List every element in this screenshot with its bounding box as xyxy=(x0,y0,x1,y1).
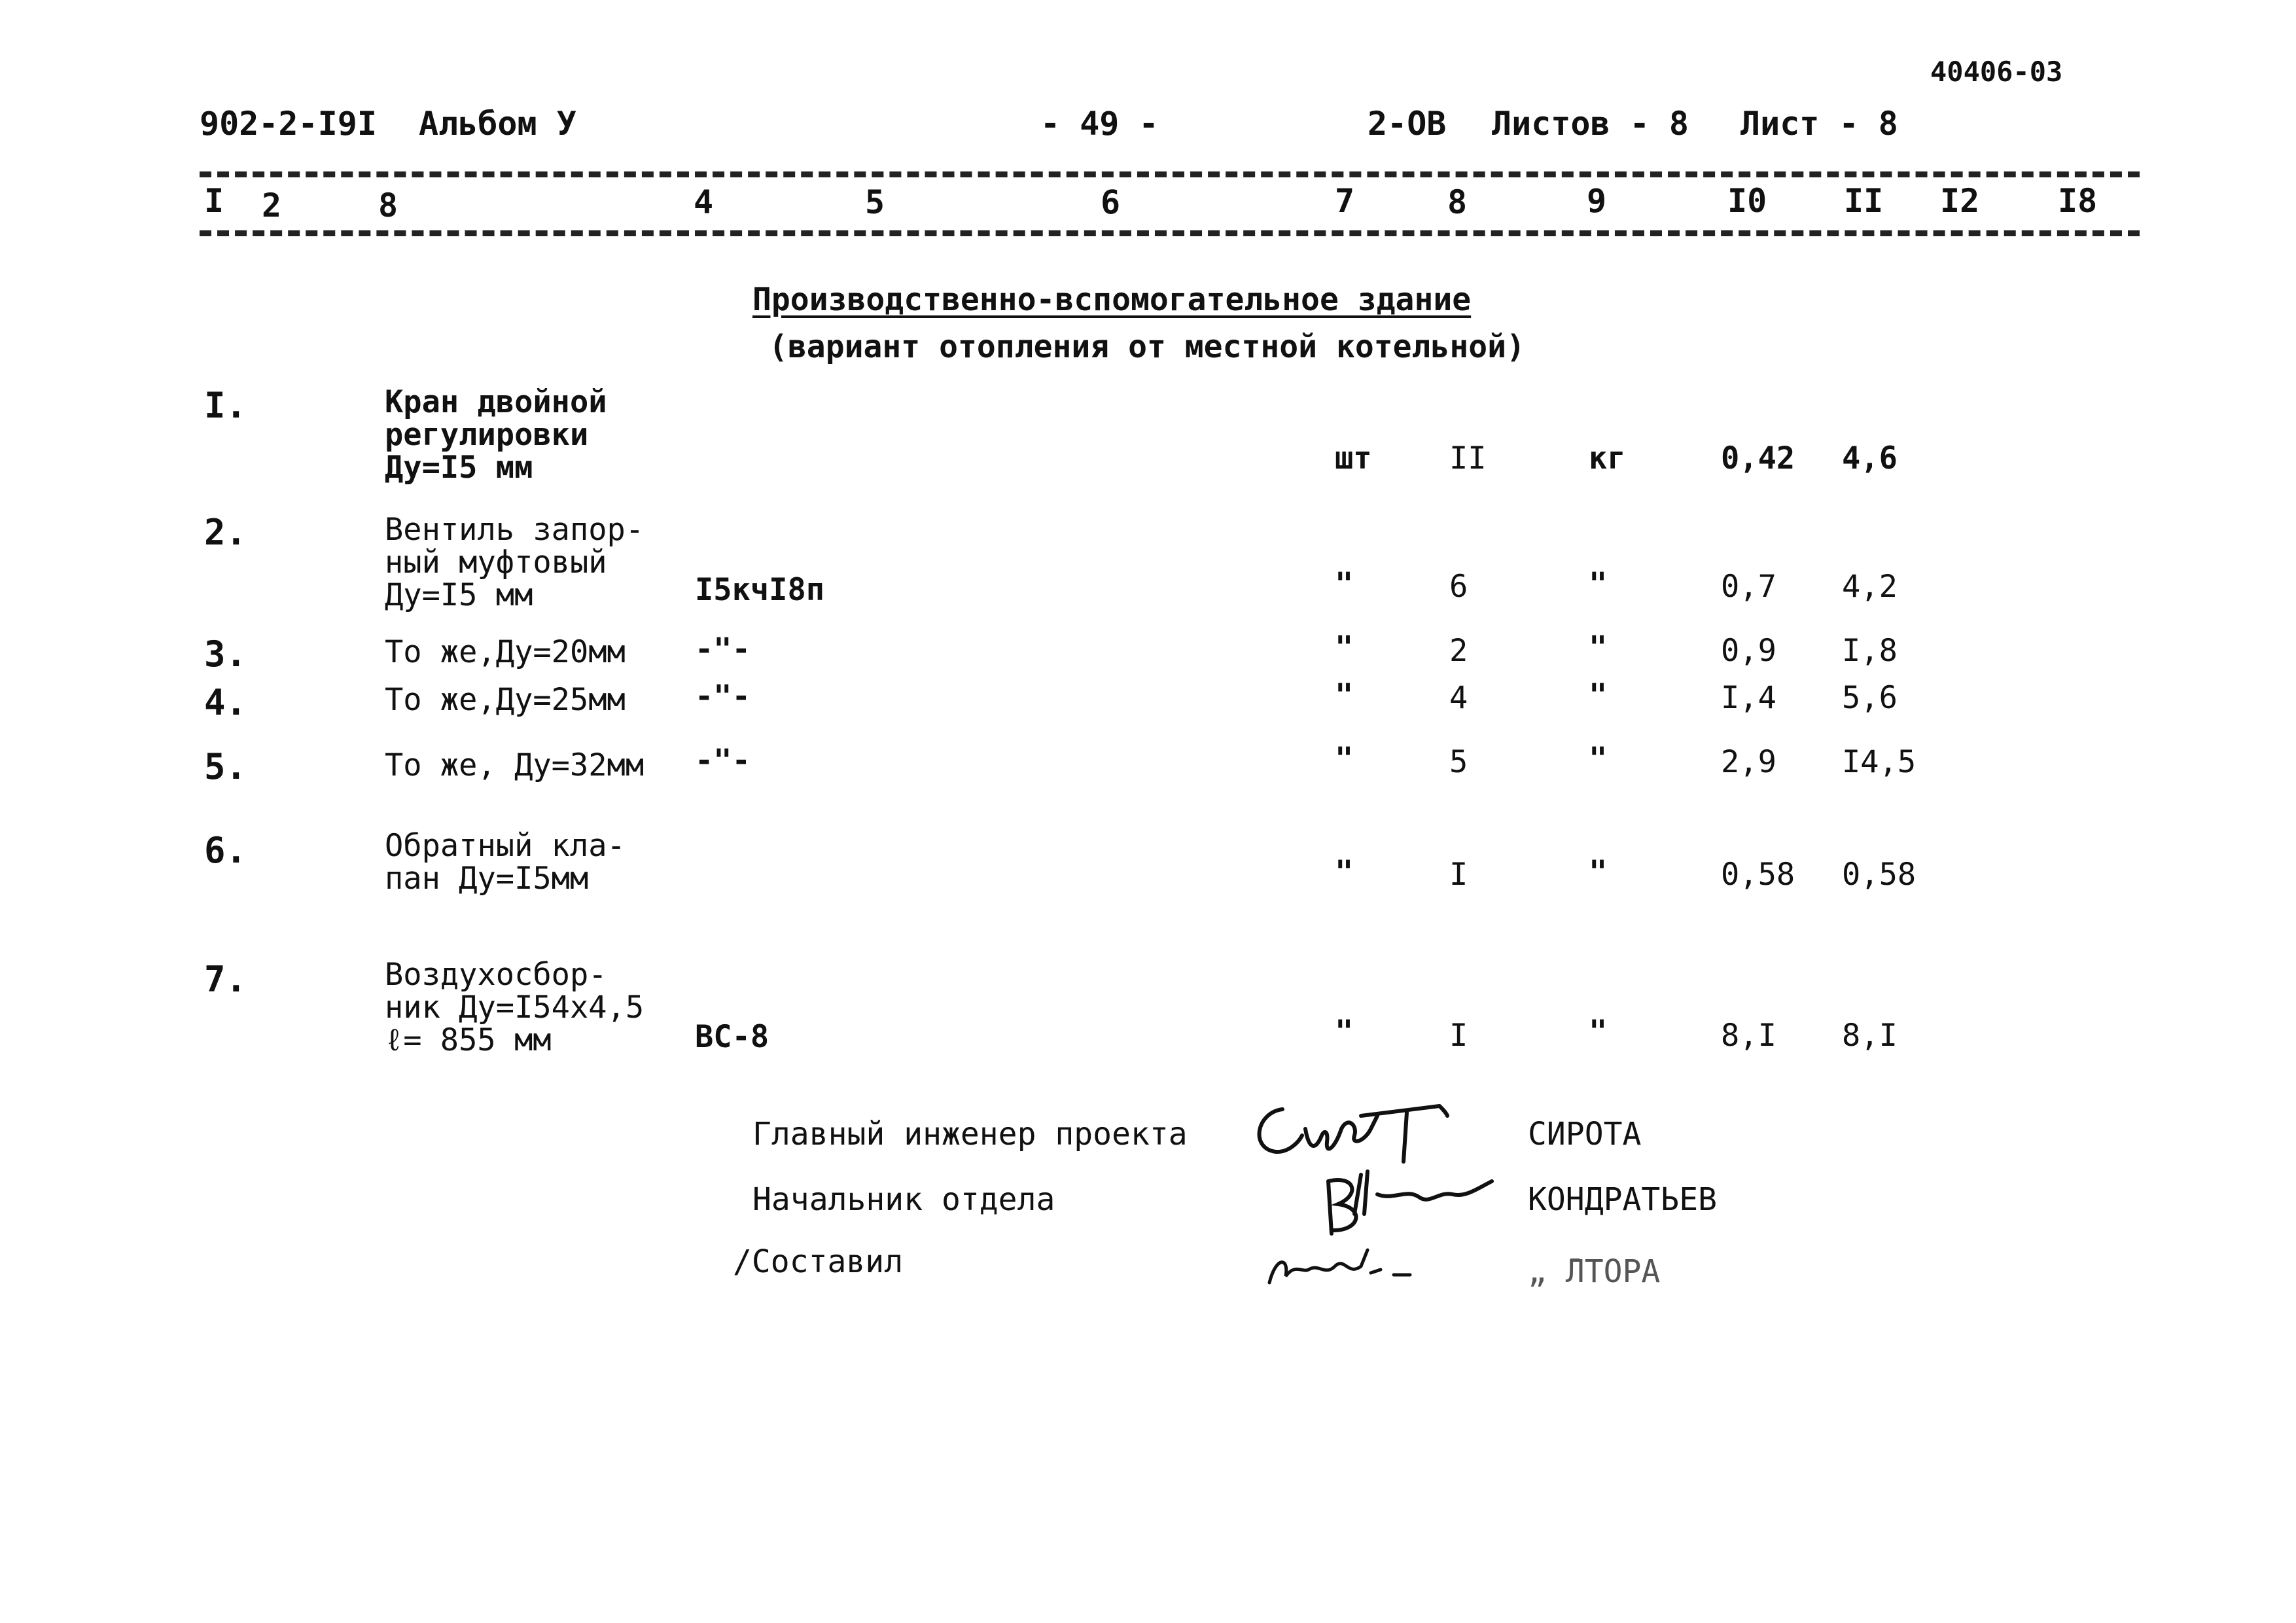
weight-unit: " xyxy=(1589,1014,1608,1050)
sheet-code: 2-ОВ xyxy=(1368,105,1447,143)
item-name-line: ник Ду=I54х4,5 xyxy=(385,990,645,1026)
album-label: Альбом У xyxy=(419,105,576,143)
item-mark: -"- xyxy=(695,632,751,668)
quantity: I xyxy=(1449,857,1468,893)
quantity: 5 xyxy=(1449,744,1468,780)
column-number: I2 xyxy=(1940,182,1980,220)
weight-unit: " xyxy=(1589,854,1608,890)
signature-role: Главный инженер проекта xyxy=(752,1116,1188,1152)
unit: " xyxy=(1335,677,1354,713)
item-name xyxy=(385,749,644,782)
quantity: II xyxy=(1449,440,1487,476)
quantity: 4 xyxy=(1449,680,1468,716)
weight-unit: кг xyxy=(1589,440,1626,476)
item-name-line: Кран двойной xyxy=(385,384,607,420)
unit-weight: 2,9 xyxy=(1721,744,1776,780)
weight-unit: " xyxy=(1589,566,1608,602)
item-name xyxy=(385,830,626,895)
unit-weight: 0,58 xyxy=(1721,857,1795,893)
item-mark: -"- xyxy=(695,743,751,779)
column-rule-top xyxy=(200,171,2140,177)
weight-unit: " xyxy=(1589,677,1608,713)
item-name xyxy=(385,636,626,669)
item-name-line: регулировки xyxy=(385,417,589,453)
item-name-line: ный муфтовый xyxy=(385,544,607,580)
total-weight: 0,58 xyxy=(1842,857,1916,893)
column-number: I xyxy=(204,182,224,220)
unit-weight: 8,I xyxy=(1721,1018,1776,1054)
total-weight: 4,2 xyxy=(1842,569,1898,605)
signatory-name: „ ̄ЛТОРА xyxy=(1528,1253,1661,1290)
total-weight: 8,I xyxy=(1842,1018,1898,1054)
column-number: 6 xyxy=(1101,183,1121,221)
unit: " xyxy=(1335,741,1354,777)
section-subtitle: (вариант отопления от местной котельной) xyxy=(769,329,1525,365)
sheets-total: Листов - 8 xyxy=(1492,105,1689,143)
item-name-line: То же, Ду=32мм xyxy=(385,747,645,783)
item-mark: -"- xyxy=(695,679,751,715)
total-weight: I4,5 xyxy=(1842,744,1916,780)
item-name-line: То же,Ду=20мм xyxy=(385,634,626,670)
handwritten-signature xyxy=(1315,1162,1505,1240)
page-number: - 49 - xyxy=(1040,105,1159,143)
row-number: 6. xyxy=(204,830,247,871)
column-number: I0 xyxy=(1727,182,1767,220)
unit: " xyxy=(1335,630,1354,666)
item-name-line: Вентиль запор- xyxy=(385,512,645,548)
signature-role: /Составил xyxy=(733,1243,904,1280)
unit-weight: 0,42 xyxy=(1721,440,1795,476)
row-number: 4. xyxy=(204,682,247,723)
section-title: Производственно-вспомогательное здание xyxy=(752,281,1472,318)
item-name-line: Обратный кла- xyxy=(385,828,626,864)
column-number: 2 xyxy=(262,187,282,224)
weight-unit: " xyxy=(1589,630,1608,666)
item-name xyxy=(385,386,607,484)
row-number: 2. xyxy=(204,512,247,553)
signatory-name: КОНДРАТЬЕВ xyxy=(1528,1181,1717,1218)
item-name-line: Ду=I5 мм xyxy=(385,450,533,486)
unit-weight: 0,9 xyxy=(1721,633,1776,669)
item-mark: I5кчI8п xyxy=(695,572,825,608)
quantity: I xyxy=(1449,1018,1468,1054)
column-number: 5 xyxy=(865,183,885,221)
handwritten-signature xyxy=(1263,1237,1433,1289)
unit: " xyxy=(1335,1014,1354,1050)
item-name-line: пан Ду=I5мм xyxy=(385,861,589,897)
signatory-name: СИРОТА xyxy=(1528,1116,1642,1152)
column-number: 4 xyxy=(694,183,714,221)
column-number: II xyxy=(1844,182,1884,220)
unit-weight: I,4 xyxy=(1721,680,1776,716)
column-number: I8 xyxy=(2058,182,2098,220)
unit: " xyxy=(1335,566,1354,602)
unit-weight: 0,7 xyxy=(1721,569,1776,605)
row-number: I. xyxy=(204,385,247,426)
column-number: 8 xyxy=(378,187,398,224)
item-name xyxy=(385,684,626,717)
row-number: 7. xyxy=(204,959,247,1000)
document-code: 902-2-I9I xyxy=(200,105,377,143)
item-name xyxy=(385,959,644,1057)
quantity: 2 xyxy=(1449,633,1468,669)
item-name xyxy=(385,514,644,612)
item-name-line: То же,Ду=25мм xyxy=(385,682,626,718)
row-number: 5. xyxy=(204,746,247,787)
total-weight: I,8 xyxy=(1842,633,1898,669)
row-number: 3. xyxy=(204,633,247,675)
signature-role: Начальник отдела xyxy=(752,1181,1055,1218)
item-name-line: ℓ= 855 мм xyxy=(385,1022,552,1058)
column-number: 8 xyxy=(1447,183,1468,221)
column-rule-bottom xyxy=(200,230,2140,236)
unit: шт xyxy=(1335,440,1372,476)
item-mark: ВС-8 xyxy=(695,1019,769,1055)
column-number: 7 xyxy=(1335,182,1355,220)
item-name-line: Ду=I5 мм xyxy=(385,577,533,613)
total-weight: 4,6 xyxy=(1842,440,1898,476)
unit: " xyxy=(1335,854,1354,890)
weight-unit: " xyxy=(1589,741,1608,777)
sheet-number: Лист - 8 xyxy=(1740,105,1898,143)
quantity: 6 xyxy=(1449,569,1468,605)
column-number: 9 xyxy=(1587,182,1607,220)
total-weight: 5,6 xyxy=(1842,680,1898,716)
archive-stamp: 40406-03 xyxy=(1930,56,2063,88)
handwritten-signature xyxy=(1243,1090,1459,1168)
item-name-line: Воздухосбор- xyxy=(385,957,607,993)
